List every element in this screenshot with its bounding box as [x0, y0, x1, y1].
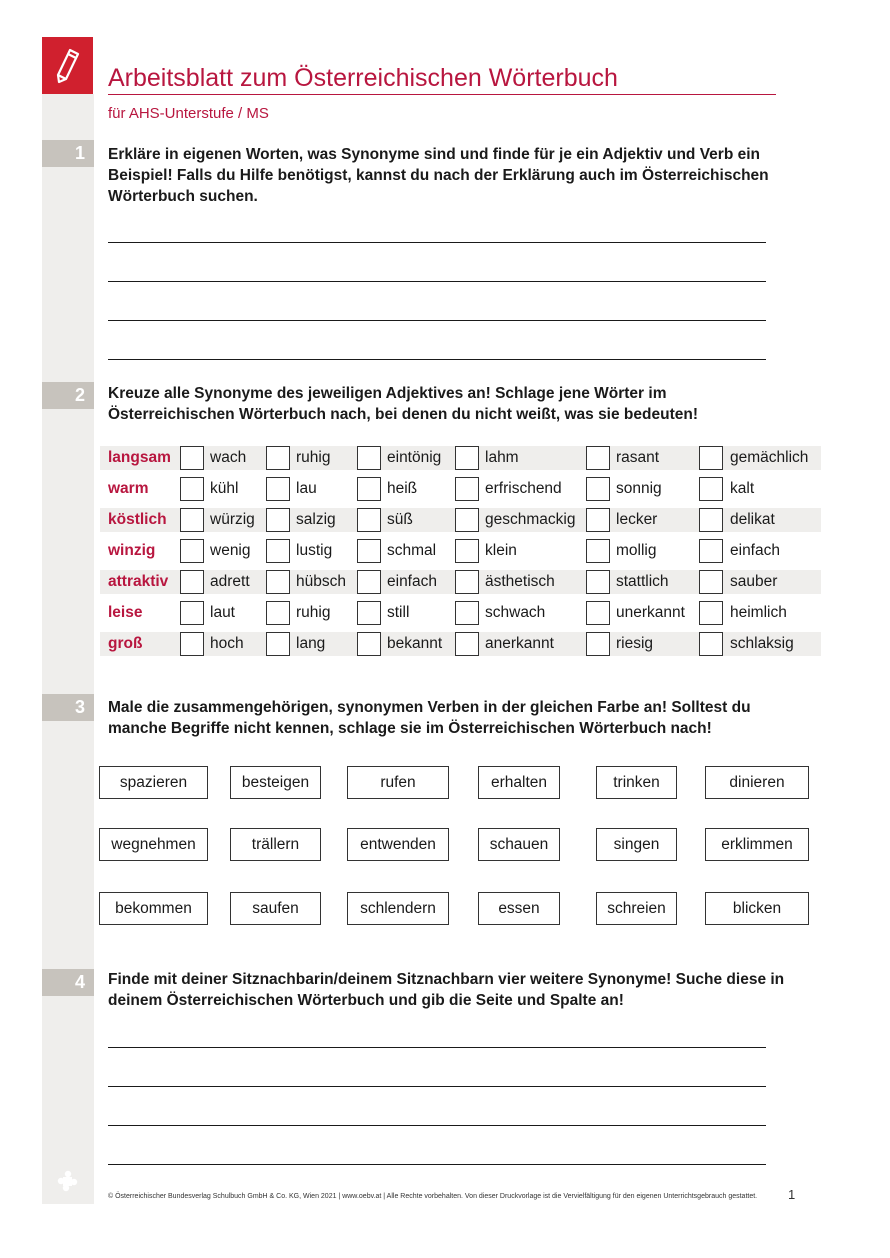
synonym-option-label: still [387, 604, 410, 621]
synonym-checkbox[interactable] [586, 570, 610, 594]
page-subtitle: für AHS-Unterstufe / MS [108, 105, 269, 122]
verb-box[interactable]: essen [478, 892, 560, 925]
synonym-checkbox[interactable] [455, 446, 479, 470]
synonym-checkbox[interactable] [699, 539, 723, 563]
adjective-label: langsam [108, 449, 171, 466]
task-number-2: 2 [42, 382, 94, 409]
verb-box[interactable]: blicken [705, 892, 809, 925]
synonym-checkbox[interactable] [180, 632, 204, 656]
synonym-option-label: heimlich [730, 604, 787, 621]
verb-box[interactable]: besteigen [230, 766, 321, 799]
write-line[interactable] [108, 1047, 766, 1048]
adjective-row [100, 508, 821, 532]
synonym-checkbox[interactable] [699, 601, 723, 625]
write-line[interactable] [108, 281, 766, 282]
synonym-option-label: delikat [730, 511, 775, 528]
verb-box[interactable]: schlendern [347, 892, 449, 925]
synonym-option-label: lecker [616, 511, 658, 528]
synonym-option-label: lang [296, 635, 326, 652]
adjective-row [100, 477, 821, 501]
synonym-option-label: gemächlich [730, 449, 809, 466]
adjective-row [100, 632, 821, 656]
task-text-2: Kreuze alle Synonyme des jeweiligen Adjektives an! Schlage jene Wörter im Österreichischen Wörterbuch nach, bei denen du nicht weißt, was sie bedeuten! [108, 385, 698, 423]
synonym-option-label: erfrischend [485, 480, 562, 497]
copyright-footer: © Österreichischer Bundesverlag Schulbuch GmbH & Co. KG, Wien 2021 | www.oebv.at | Alle Rechte vorbehalten. Von dieser Druckvorlage ist die Vervielfältigung für den eigenen Unterrichtsgebrauch gestattet. [108, 1193, 758, 1200]
synonym-option-label: anerkannt [485, 635, 554, 652]
synonym-checkbox[interactable] [266, 632, 290, 656]
synonym-checkbox[interactable] [266, 508, 290, 532]
synonym-option-label: lau [296, 480, 317, 497]
adjective-label: winzig [108, 542, 156, 559]
synonym-checkbox[interactable] [699, 570, 723, 594]
task-text-4: Finde mit deiner Sitznachbarin/deinem Sitznachbarn vier weitere Synonyme! Suche diese in deinem Österreichischen Wörterbuch und gib die Seite und Spalte an! [108, 971, 785, 1009]
synonym-option-label: stattlich [616, 573, 669, 590]
synonym-option-label: lustig [296, 542, 333, 559]
verb-box[interactable]: schreien [596, 892, 677, 925]
verb-box[interactable]: erklimmen [705, 828, 809, 861]
synonym-option-label: hübsch [296, 573, 346, 590]
synonym-checkbox[interactable] [180, 508, 204, 532]
synonym-checkbox[interactable] [357, 570, 381, 594]
synonym-checkbox[interactable] [586, 539, 610, 563]
puzzle-icon [56, 1169, 80, 1193]
synonym-option-label: einfach [730, 542, 780, 559]
adjective-label: leise [108, 604, 143, 621]
synonym-checkbox[interactable] [699, 508, 723, 532]
synonym-option-label: geschmackig [485, 511, 576, 528]
logo-box [42, 37, 93, 94]
adjective-row [100, 570, 821, 594]
synonym-checkbox[interactable] [266, 477, 290, 501]
synonym-checkbox[interactable] [180, 446, 204, 470]
adjective-label: groß [108, 635, 143, 652]
task-text-3: Male die zusammengehörigen, synonymen Verben in der gleichen Farbe an! Solltest du manche Begriffe nicht kennen, schlage sie im Österreichischen Wörterbuch nach! [108, 699, 751, 737]
synonym-checkbox[interactable] [699, 446, 723, 470]
synonym-option-label: wenig [210, 542, 251, 559]
synonym-checkbox[interactable] [180, 477, 204, 501]
synonym-checkbox[interactable] [357, 539, 381, 563]
verb-box[interactable]: spazieren [99, 766, 208, 799]
synonym-checkbox[interactable] [586, 601, 610, 625]
synonym-option-label: lahm [485, 449, 519, 466]
synonym-option-label: eintönig [387, 449, 442, 466]
synonym-checkbox[interactable] [586, 446, 610, 470]
synonym-checkbox[interactable] [586, 508, 610, 532]
pencil-icon [53, 47, 83, 85]
synonym-checkbox[interactable] [266, 539, 290, 563]
verb-box[interactable]: singen [596, 828, 677, 861]
page-number: 1 [788, 1187, 796, 1202]
task-number-4: 4 [42, 969, 94, 996]
synonym-checkbox[interactable] [180, 570, 204, 594]
adjective-row [100, 601, 821, 625]
verb-box[interactable]: saufen [230, 892, 321, 925]
synonym-checkbox[interactable] [357, 601, 381, 625]
verb-box[interactable]: bekommen [99, 892, 208, 925]
synonym-checkbox[interactable] [455, 570, 479, 594]
synonym-option-label: rasant [616, 449, 660, 466]
bottom-icon-box [42, 1162, 94, 1200]
synonym-option-label: salzig [296, 511, 336, 528]
synonym-option-label: riesig [616, 635, 654, 652]
synonym-option-label: sonnig [616, 480, 662, 497]
synonym-checkbox[interactable] [699, 632, 723, 656]
synonym-checkbox[interactable] [266, 570, 290, 594]
synonym-checkbox[interactable] [180, 539, 204, 563]
synonym-option-label: würzig [210, 511, 255, 528]
verb-box[interactable]: schauen [478, 828, 560, 861]
synonym-checkbox[interactable] [357, 632, 381, 656]
synonym-checkbox[interactable] [586, 477, 610, 501]
synonym-checkbox[interactable] [586, 632, 610, 656]
synonym-option-label: kalt [730, 480, 755, 497]
write-line[interactable] [108, 1164, 766, 1165]
synonym-option-label: adrett [210, 573, 250, 590]
synonym-checkbox[interactable] [180, 601, 204, 625]
synonym-checkbox[interactable] [357, 446, 381, 470]
synonym-checkbox[interactable] [455, 477, 479, 501]
synonym-checkbox[interactable] [266, 601, 290, 625]
synonym-option-label: mollig [616, 542, 657, 559]
side-strip [42, 94, 94, 1204]
write-line[interactable] [108, 1086, 766, 1087]
synonym-option-label: kühl [210, 480, 239, 497]
synonym-checkbox[interactable] [455, 539, 479, 563]
task-number-1: 1 [42, 140, 94, 167]
synonym-option-label: einfach [387, 573, 437, 590]
synonym-checkbox[interactable] [455, 508, 479, 532]
verb-box[interactable]: dinieren [705, 766, 809, 799]
adjective-row [100, 539, 821, 563]
adjective-label: attraktiv [108, 573, 169, 590]
synonym-checkbox[interactable] [357, 477, 381, 501]
verb-box[interactable]: wegnehmen [99, 828, 208, 861]
verb-box[interactable]: rufen [347, 766, 449, 799]
synonym-option-label: wach [210, 449, 247, 466]
page-title: Arbeitsblatt zum Österreichischen Wörterbuch [108, 64, 618, 92]
synonym-option-label: hoch [210, 635, 244, 652]
synonym-checkbox[interactable] [699, 477, 723, 501]
synonym-checkbox[interactable] [266, 446, 290, 470]
synonym-option-label: klein [485, 542, 517, 559]
synonym-option-label: sauber [730, 573, 778, 590]
synonym-option-label: heiß [387, 480, 418, 497]
synonym-option-label: schlaksig [730, 635, 794, 652]
verb-box[interactable]: trällern [230, 828, 321, 861]
synonym-option-label: bekannt [387, 635, 443, 652]
synonym-checkbox[interactable] [455, 601, 479, 625]
adjective-label: köstlich [108, 511, 167, 528]
synonym-checkbox[interactable] [357, 508, 381, 532]
synonym-option-label: ästhetisch [485, 573, 555, 590]
task-number-3: 3 [42, 694, 94, 721]
synonym-option-label: süß [387, 511, 413, 528]
adjective-label: warm [108, 480, 149, 497]
synonym-option-label: schmal [387, 542, 437, 559]
synonym-option-label: unerkannt [616, 604, 685, 621]
verb-box[interactable]: trinken [596, 766, 677, 799]
title-underline [108, 94, 776, 95]
write-line[interactable] [108, 242, 766, 243]
verb-box[interactable]: erhalten [478, 766, 560, 799]
adjective-row [100, 446, 821, 470]
write-line[interactable] [108, 359, 766, 360]
synonym-option-label: ruhig [296, 449, 331, 466]
write-line[interactable] [108, 1125, 766, 1126]
synonym-option-label: ruhig [296, 604, 331, 621]
synonym-option-label: laut [210, 604, 235, 621]
synonym-option-label: schwach [485, 604, 546, 621]
synonym-checkbox[interactable] [455, 632, 479, 656]
task-text-1: Erkläre in eigenen Worten, was Synonyme sind und finde für je ein Adjektiv und Verb ein Beispiel! Falls du Hilfe benötigst, kannst du nach der Erklärung auch im Österreichischen Wörterbuch suchen. [108, 146, 769, 205]
write-line[interactable] [108, 320, 766, 321]
verb-box[interactable]: entwenden [347, 828, 449, 861]
